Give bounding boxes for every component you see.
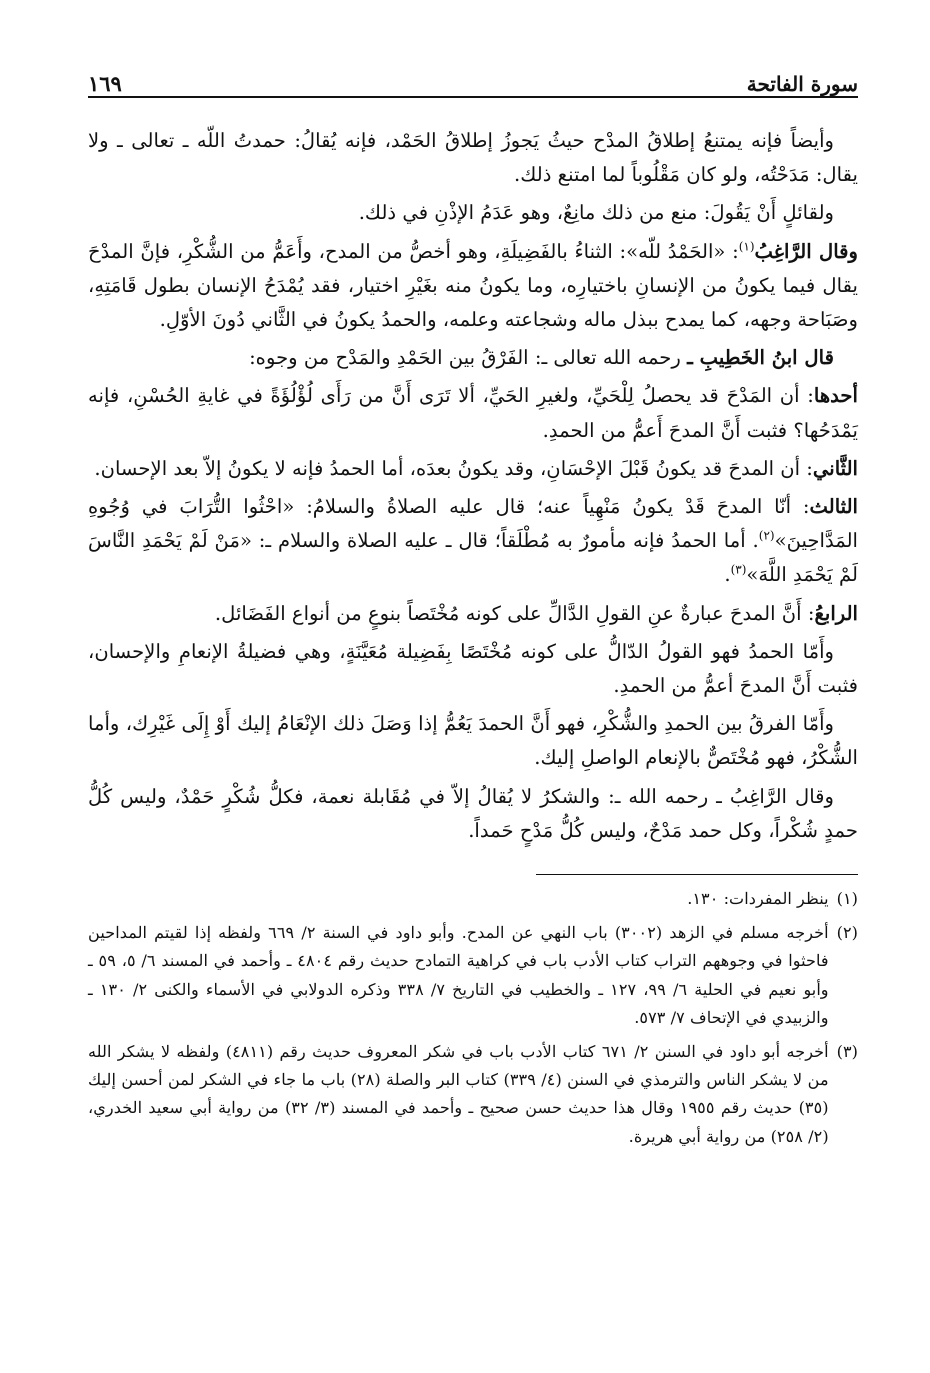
paragraph-raghib-shukr — [88, 780, 858, 848]
footnote-number: (٢) — [836, 923, 858, 943]
footnotes — [88, 885, 858, 1151]
paragraph-raghib — [88, 235, 858, 338]
paragraph-intro — [88, 124, 858, 192]
paragraph-text-cont: . أما الحمدُ فإنه مأمورٌ به مُطْلَقاً؛ قال ـ عليه الصلاة والسلام ـ: «مَنْ لَمْ يَحْمَدِ النَّاسَ لَمْ يَحْمَدِ اللَّهَ» — [88, 529, 858, 587]
footnote-2 — [88, 919, 858, 1032]
paragraph-first — [88, 379, 858, 447]
paragraph-text: ولقائلٍ أَنْ يَقُولَ: منع من ذلك مانِعٌ، وهو عَدَمُ الإذْنِ في ذلك. — [358, 201, 834, 225]
paragraph-text: : أن المدحَ قد يكونُ قَبْلَ الإحْسَانِ، وقد يكونُ بعدَه، أما الحمدُ فإنه لا يكونُ إلاّ بعد الإحسان. — [94, 456, 813, 480]
paragraph-text: رحمه الله تعالى ـ: الفَرْقُ بين الحَمْدِ والمَدْح من وجوه: — [249, 346, 688, 370]
paragraph-text: وأَمّا الفرقُ بين الحمدِ والشُّكْرِ، فهو أَنَّ الحمدَ يَعُمُّ إذا وَصَلَ ذلك الإنْعَامُ إليك أَوْ إِلَى غَيْرِك، وأما الشُّكْرُ، فهو مُخْتَصٌّ بالإنعام الواصلِ إليك. — [88, 712, 858, 770]
footnote-text: أخرجه مسلم في الزهد (٣٠٠٢) باب النهي عن المدح. وأبو داود في السنة ٢/ ٦٦٩ ولفظه إذا لقيتم المداحين فاحثوا في وجوههم التراب كتاب الأدب باب في كراهية التمادح حديث رقم ٤٨٠٤ ـ وأحمد في المسند ٦/ ٥، ٥٩ ـ وأبو نعيم في الحلية ٦/ ٩٩، ١٢٧ ـ والخطيب في التاريخ ٧/ ٣٣٨ وذكره الدولابي في الأسماء والكنى ٢/ ١٣٠ ـ والزبيدي في الإتحاف ٧/ ٥٧٣. — [88, 923, 829, 1027]
footnote-number: (٣) — [836, 1042, 858, 1062]
paragraph-hamd-definition — [88, 635, 858, 703]
paragraph-ibn-khatib — [88, 341, 858, 375]
page-number: ١٦٩ — [88, 71, 122, 96]
paragraph-lead: أحدها — [813, 384, 858, 408]
paragraph-text: : «الحَمْدُ للّه»: الثناءُ بالفَضِيلَةِ، وهو أخصُّ من المدح، وأَعَمُّ من الشُّكْرِ، فإنَّ المدْحَ يقال فيما يكونُ من الإنسانِ باختيارِه، وما يكونُ منه بغَيْرِ اختيار، فقد يُمْدَحُ الإنسان بطول قَامَتِهِ، وصَبَاحة وجهه، كما يمدح ببذل ماله وشجاعته وعلمه، والحمدُ يكونُ في الثَّاني دُونَ الأوّلِ. — [88, 239, 858, 332]
footnote-text: ينظر المفردات: ١٣٠. — [687, 889, 829, 909]
footnote-separator — [536, 874, 858, 875]
footnote-ref-2[interactable]: (٢) — [758, 528, 775, 543]
paragraph-text: : أنّا المدحَ قَدْ يكونُ مَنْهِياً عنه؛ قال عليه الصلاةُ والسلامُ: «احْثُوا التُّرَابَ في وُجُوهِ المَدَّاحِينَ» — [88, 495, 858, 553]
paragraph-hamd-shukr — [88, 707, 858, 775]
paragraph-third — [88, 490, 858, 593]
paragraph-fourth — [88, 597, 858, 631]
footnote-1 — [88, 885, 858, 913]
paragraph-lead: الرابعُ — [814, 601, 858, 625]
paragraph-objection — [88, 196, 858, 230]
running-header — [88, 52, 858, 98]
paragraph-lead: وقال الرَّاغِبُ — [754, 239, 858, 263]
main-text — [88, 124, 858, 848]
paragraph-second — [88, 452, 858, 486]
paragraph-lead: الثَّاني — [812, 456, 858, 480]
paragraph-text: : أَنَّ المدحَ عبارةٌ عنِ القولِ الدَّالِّ على كونه مُخْتَصاً بنوعٍ من أنواع الفَضَائل. — [214, 601, 815, 625]
footnote-text: أخرجه أبو داود في السنن ٢/ ٦٧١ كتاب الأدب باب في شكر المعروف حديث رقم (٤٨١١) ولفظه لا يشكر الله من لا يشكر الناس والترمذي في السنن (٤/ ٣٣٩) كتاب البر والصلة (٢٨) باب ما جاء في الشكر لمن أحسن إليك (٣٥) حديث رقم ١٩٥٥ وقال هذا حديث حسن صحيح ـ وأحمد في المسند (٣/ ٣٢) من رواية أبي سعيد الخدري، (٢/ ٢٥٨) من رواية أبي هريرة. — [88, 1042, 829, 1146]
paragraph-lead: قال ابنُ الخَطِيبِ ـ — [687, 346, 834, 370]
paragraph-lead: الثالث — [809, 495, 858, 519]
book-page — [88, 52, 858, 1353]
paragraph-text-end: . — [724, 563, 731, 587]
footnote-ref-1[interactable]: (١) — [738, 239, 755, 254]
paragraph-text: وقال الرَّاغِبُ ـ رحمه الله ـ: والشكرُ لا يُقالُ إلاّ في مُقَابلة نعمة، فكلُّ شُكْرٍ حَمْدٌ، وليس كُلُّ حمدٍ شُكْراً، وكل حمد مَدْحٌ، وليس كُلُّ مَدْحٍ حَمداً. — [88, 784, 858, 842]
chapter-title: سورة الفاتحة — [746, 72, 858, 96]
footnote-3 — [88, 1038, 858, 1151]
paragraph-text: وأَمّا الحمدُ فهو القولُ الدّالُّ على كونه مُخْتَصًا بِفَضِيلة مُعَيَّنَةٍ، وهي فضيلةُ الإنعامِ والإحسان، فثبت أَنَّ المدحَ أعمُّ من الحمدِ. — [88, 639, 858, 698]
footnote-ref-3[interactable]: (٣) — [730, 562, 747, 577]
footnote-number: (١) — [836, 889, 858, 909]
paragraph-text: : أن المَدْحَ قد يحصلُ لِلْحَيِّ، ولغيرِ الحَيِّ، ألا تَرَى أَنَّ من رَأَى لُؤْلُؤَةً في غايةِ الحُسْنِ، فإنه يَمْدَحُها؟ فثبت أَنَّ المدحَ أَعمُّ من الحمدِ. — [88, 384, 858, 442]
paragraph-text: وأيضاً فإنه يمتنعُ إطلاقُ المدْح حيثُ يَجوزُ إطلاقُ الحَمْد، فإنه يُقالُ: حمدتُ اللّه ـ تعالى ـ ولا يقال: مَدَحْتُه، ولو كان مَقْلُوباً لما امتنع ذلك. — [88, 129, 858, 187]
